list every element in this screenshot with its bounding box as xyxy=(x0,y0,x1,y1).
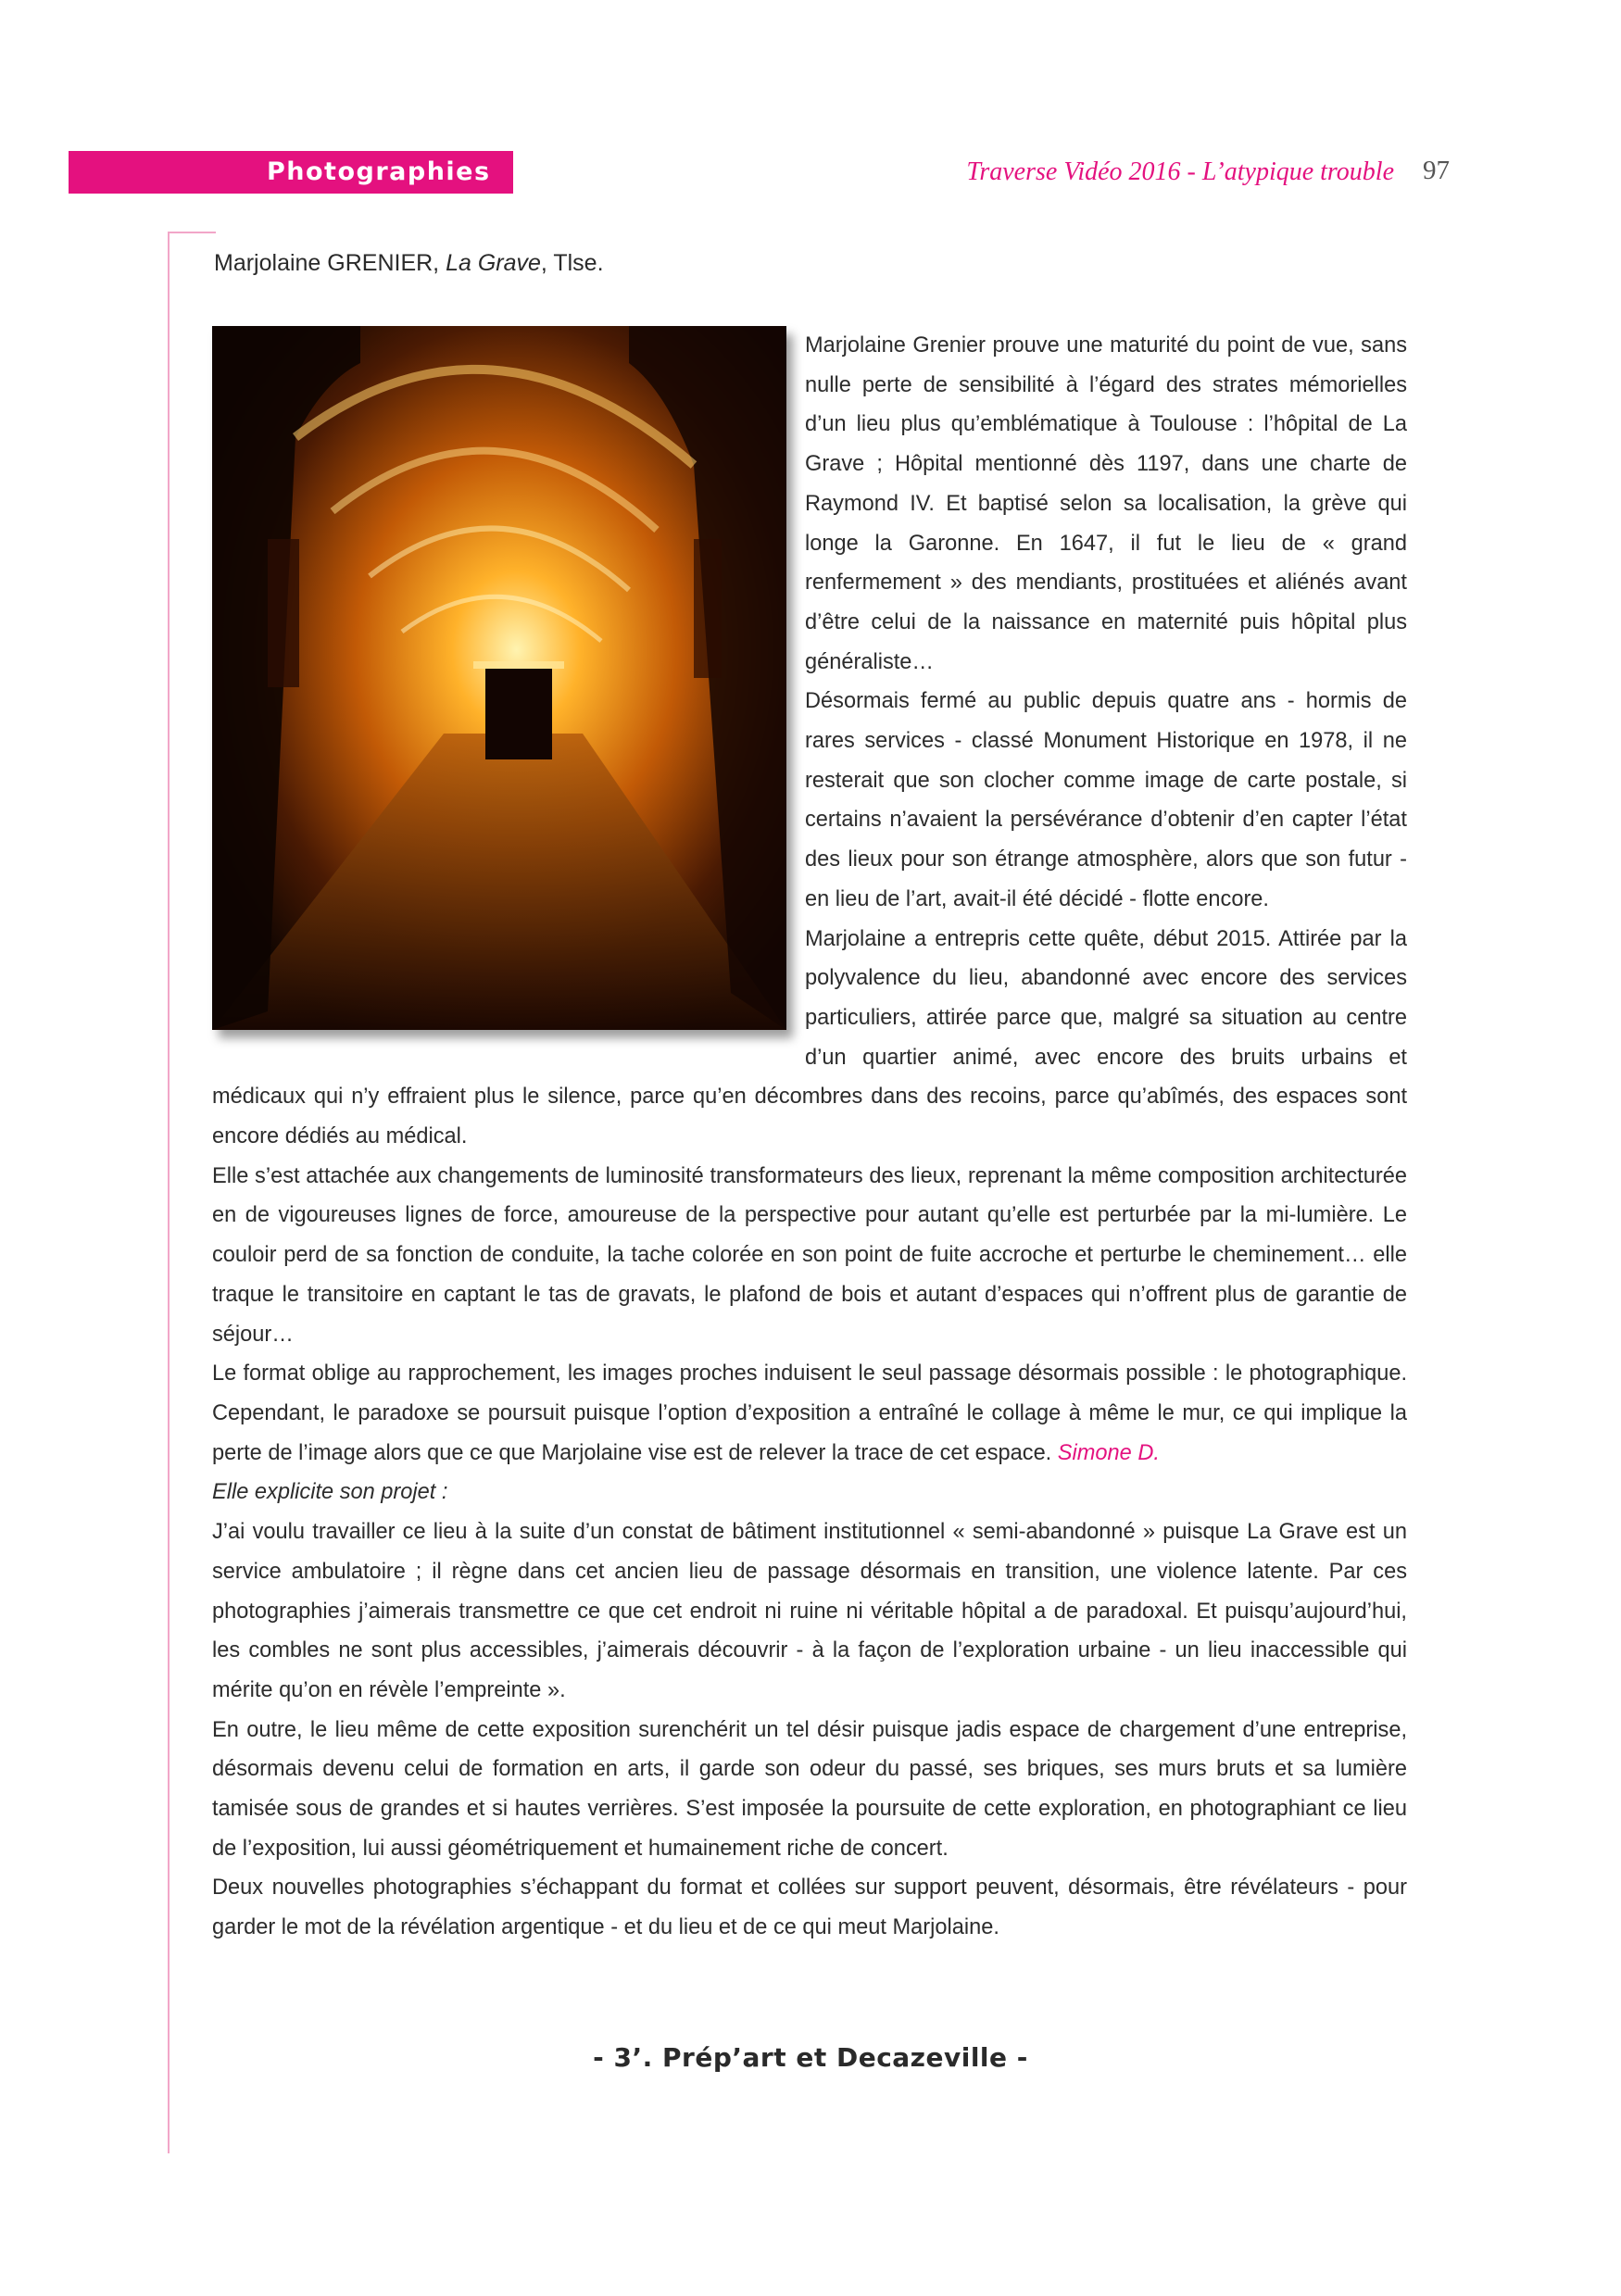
margin-rule-vertical xyxy=(168,232,170,2153)
paragraph: Marjolaine a entrepris cette quête, début 2015. Attirée par la polyvalence du lieu, abandonné avec encore des services particuliers, attirée parce que, malgré sa situation au centre d’un quartier animé, avec encore des bruits urbains et médicaux qui n’y effraient plus le silence, parce qu’en décombres dans des recoins, parce qu’abîmés, des espaces sont encore dédiés au médical. xyxy=(212,926,1407,1149)
article-body xyxy=(212,326,1407,1948)
paragraph: Deux nouvelles photographies s’échappant du format et collées sur support peuvent, désormais, être révélateurs - pour garder le mot de la révélation argentique - et du lieu et de ce qui meut Marjolaine. xyxy=(212,1876,1407,1940)
author-line xyxy=(214,250,604,277)
section-label: Photographies xyxy=(69,151,513,194)
section-heading: - 3’. Prép’art et Decazeville - xyxy=(593,2042,1028,2073)
paragraph: Elle s’est attachée aux changements de luminosité transformateurs des lieux, reprenant la même composition architecturée en de vigoureuses lignes de force, amoureuse de la perspective pour autant qu’elle est perturbée par la mi-lumière. Le couloir perd de sa fonction de conduite, la tache colorée en son point de fuite accroche et perturbe le cheminement… elle traque le transitoire en captant le tas de gravats, le plafond de bois et autant d’espaces qui n’offrent plus de garantie de séjour… xyxy=(212,1163,1407,1347)
page-number: 97 xyxy=(1423,156,1450,185)
author-name: Marjolaine GRENIER, xyxy=(214,250,446,276)
artist-quote: J’ai voulu travailler ce lieu à la suite d’un constat de bâtiment institutionnel « semi-abandonné » puisque La Grave est un service ambulatoire ; il règne dans cet ancien lieu de passage désormais en transition, une violence latente. Par ces photographies j’aimerais transmettre ce que cet endroit ni ruine ni véritable hôpital a de paradoxal. Et puisqu’aujourd’hui, les combles ne sont plus accessibles, j’aimerais découvrir - à la façon de l’exploration urbaine - un lieu inaccessible qui mérite qu’on en révèle l’empreinte ». xyxy=(212,1520,1407,1702)
work-title: La Grave xyxy=(446,250,541,276)
running-title: Traverse Vidéo 2016 - L’atypique trouble xyxy=(966,157,1394,186)
paragraph xyxy=(212,1354,1407,1473)
paragraph-text: Le format oblige au rapprochement, les images proches induisent le seul passage désormais possible : le photographique. Cependant, le paradoxe se poursuit puisque l’option d’exposition a entraîné le collage à même le mur, ce qui implique la perte de l’image alors que ce que Marjolaine vise est de relever la trace de cet espace. xyxy=(212,1361,1407,1465)
paragraph: Marjolaine Grenier prouve une maturité du point de vue, sans nulle perte de sensibilité à l’égard des strates mémorielles d’un lieu plus qu’emblématique à Toulouse : l’hôpital de La Grave ; Hôpital mentionné dès 1197, dans une charte de Raymond IV. Et baptisé selon sa localisation, la grève qui longe la Garonne. En 1647, il fut le lieu de « grand renfermement » des mendiants, prostituées et aliénés avant d’être celui de la naissance en maternité puis hôpital plus généraliste… xyxy=(805,333,1407,674)
quote-intro: Elle explicite son projet : xyxy=(212,1480,448,1505)
margin-rule-horizontal xyxy=(168,232,216,233)
photo-wrap-spacer xyxy=(212,326,805,1058)
paragraph: En outre, le lieu même de cette exposition surenchérit un tel désir puisque jadis espace de chargement d’une entreprise, désormais devenu celui de formation en arts, il garde son odeur du passé, ses briques, ses murs bruts et sa lumière tamisée sous de grandes et si hautes verrières. S’est imposée la poursuite de cette exploration, en photographiant ce lieu de l’exposition, lui aussi géométriquement et humainement riche de concert. xyxy=(212,1717,1407,1861)
paragraph: Désormais fermé au public depuis quatre ans - hormis de rares services - classé Monument Historique en 1978, il ne resterait que son clocher comme image de carte postale, si certains n’avaient la persévérance d’obtenir d’en capter l’état des lieux pour son étrange atmosphère, alors que son futur - en lieu de l’art, avait-il été décidé - flotte encore. xyxy=(805,689,1407,911)
work-place: , Tlse. xyxy=(540,250,604,276)
author-signature: Simone D. xyxy=(1057,1440,1160,1465)
